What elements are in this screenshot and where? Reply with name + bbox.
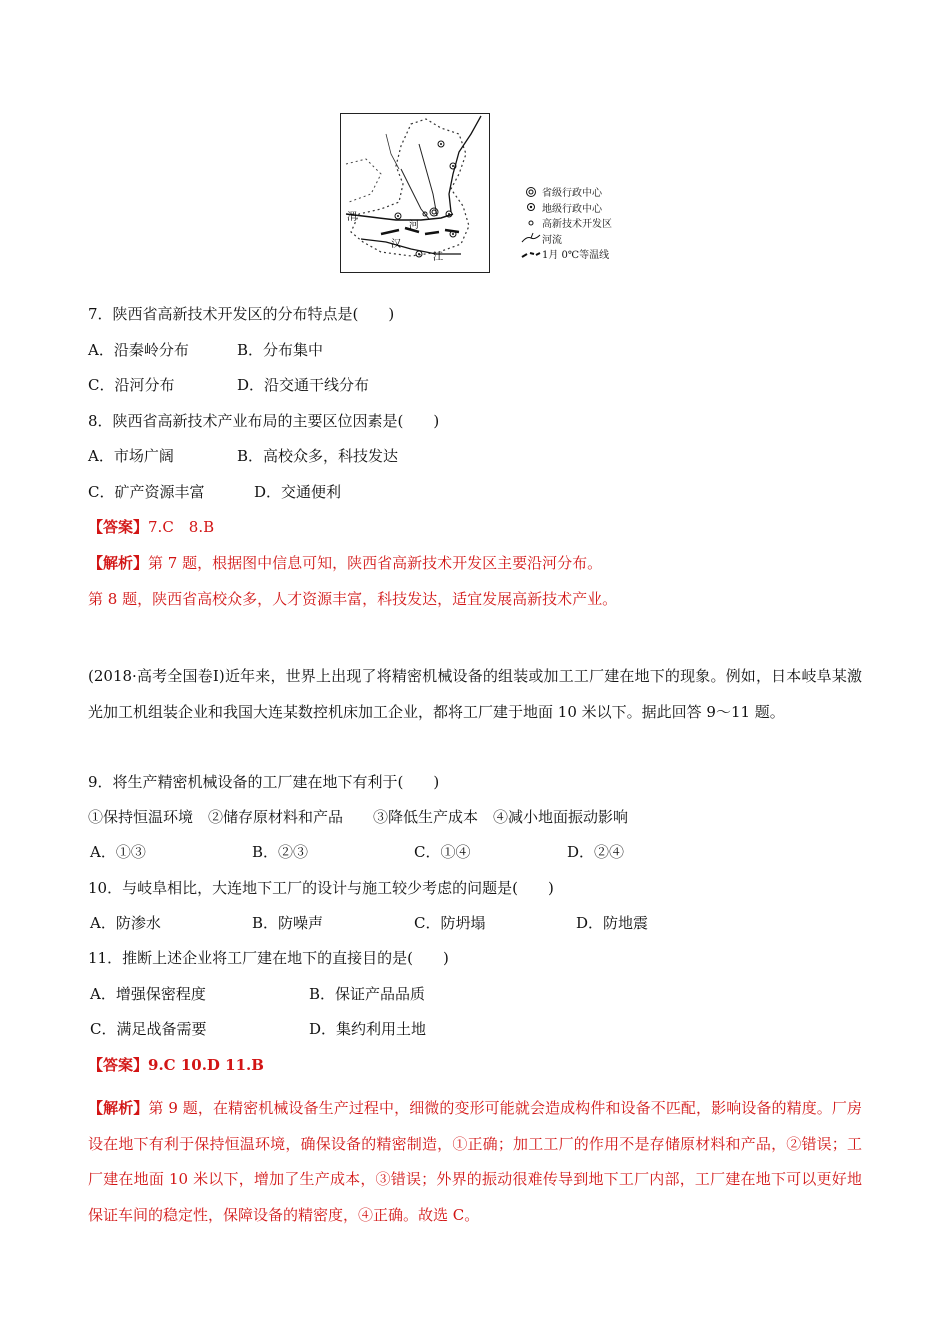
map-drawing	[341, 114, 488, 271]
q11-stem: 11．推断上述企业将工厂建在地下的直接目的是( )	[88, 949, 449, 967]
river-icon	[520, 232, 542, 244]
han-river	[361, 239, 461, 254]
city-marker-dot	[418, 253, 420, 255]
legend-item	[520, 215, 612, 231]
q7-stem: 7．陕西省高新技术开发区的分布特点是( )	[88, 305, 395, 323]
shaanxi-map	[340, 113, 490, 273]
answer-block-1	[88, 517, 214, 537]
tributary-2	[419, 144, 437, 216]
map-legend	[520, 184, 612, 262]
map-label-he: 河	[409, 220, 419, 231]
answer-text: 9.C 10.D 11.B	[148, 1056, 264, 1074]
q7-option-a: A．沿秦岭分布	[88, 341, 189, 359]
q7-option-c: C．沿河分布	[88, 376, 175, 394]
q9-option-a: A．①③	[90, 843, 146, 861]
q11-option-d: D．集约利用土地	[309, 1020, 427, 1038]
q8-option-d: D．交通便利	[254, 483, 342, 501]
legend-label: 河流	[542, 234, 562, 246]
q9-items: ①保持恒温环境 ②储存原材料和产品 ③降低生产成本 ④减小地面振动影响	[88, 808, 629, 826]
q8-option-c: C．矿产资源丰富	[88, 483, 205, 501]
legend-item	[520, 231, 612, 247]
city-marker-dot	[397, 215, 399, 217]
q11-option-b: B．保证产品品质	[309, 985, 426, 1003]
answer-text: 7.C 8.B	[148, 518, 215, 536]
answer-tag: 【答案】	[88, 1056, 149, 1074]
legend-label: 地级行政中心	[542, 203, 602, 215]
explanation-block-2	[88, 1091, 862, 1233]
q11-option-a: A．增强保密程度	[90, 985, 206, 1003]
capital-marker-inner	[432, 210, 436, 214]
q10-option-a: A．防渗水	[90, 914, 161, 932]
city-marker-dot	[452, 165, 454, 167]
explanation-text: 第 9 题，在精密机械设备生产过程中，细微的变形可能就会造成构件和设备不匹配，影响设备的精度。厂房设在地下有利于保持恒温环境，确保设备的精密制造，①正确；加工工厂的作用不是存储原材料和产品，②错误；工厂建在地面 10 米以下，增加了生产成本，③错误；外界的振动很难传导到地下工厂内部，工厂建在地下可以更好地保证车间的稳定性，保障设备的精密度，④正确。故选 C。	[88, 1099, 862, 1224]
city-marker-dot	[440, 143, 442, 145]
q9-option-b: B．②③	[252, 843, 309, 861]
q7-option-d: D．沿交通干线分布	[237, 376, 370, 394]
explanation-line-2: 第 8 题，陕西省高校众多，人才资源丰富，科技发达，适宜发展高新技术产业。	[88, 590, 618, 608]
answer-tag: 【答案】	[88, 518, 149, 536]
q11-option-c: C．满足战备需要	[90, 1020, 207, 1038]
yellow-river	[449, 116, 481, 212]
q10-option-d: D．防地震	[576, 914, 649, 932]
map-label-wei: 渭	[347, 212, 357, 223]
answer-block-2	[88, 1055, 264, 1075]
explanation-tag: 【解析】	[88, 1099, 149, 1117]
legend-label: 省级行政中心	[542, 188, 602, 200]
legend-label: 高新技术开发区	[542, 219, 612, 231]
q9-stem: 9．将生产精密机械设备的工厂建在地下有利于( )	[88, 773, 440, 791]
double-circle-icon	[520, 186, 542, 198]
q9-option-d: D．②④	[567, 843, 625, 861]
explanation-text: 第 7 题，根据图中信息可知，陕西省高新技术开发区主要沿河分布。	[148, 554, 603, 572]
explanation-block-1	[88, 553, 602, 573]
q10-option-b: B．防噪声	[252, 914, 324, 932]
legend-item	[520, 200, 612, 216]
q8-option-b: B．高校众多，科技发达	[237, 447, 399, 465]
map-label-han: 汉	[391, 239, 401, 250]
legend-item	[520, 184, 612, 200]
q10-stem: 10．与岐阜相比，大连地下工厂的设计与施工较少考虑的问题是( )	[88, 879, 554, 897]
legend-label: 1月 0℃等温线	[542, 250, 610, 262]
capital-marker	[430, 208, 438, 216]
dot-circle-icon	[520, 201, 542, 213]
map-label-jiang: 江	[433, 252, 443, 263]
city-marker-dot	[452, 233, 454, 235]
border-west	[346, 159, 381, 202]
city-marker-dot	[448, 213, 450, 215]
q7-option-b: B．分布集中	[237, 341, 324, 359]
legend-item	[520, 246, 612, 262]
question-intro: (2018·高考全国卷Ⅰ)近年来，世界上出现了将精密机械设备的组装或加工工厂建在地下的现象。例如，日本岐阜某激光加工机组装企业和我国大连某数控机床加工企业，都将工厂建于地面 10 米以下。据此回答 9～11 题。	[88, 667, 862, 721]
small-circle-icon	[520, 217, 542, 229]
q9-option-c: C．①④	[414, 843, 471, 861]
isotherm-line	[381, 228, 459, 234]
tributary-1	[401, 169, 429, 219]
explanation-tag: 【解析】	[88, 554, 149, 572]
q8-stem: 8．陕西省高新技术产业布局的主要区位因素是( )	[88, 412, 440, 430]
q8-option-a: A．市场广阔	[88, 447, 174, 465]
dashed-line-icon	[520, 248, 542, 260]
tributary-3	[386, 134, 399, 169]
q10-option-c: C．防坍塌	[414, 914, 486, 932]
